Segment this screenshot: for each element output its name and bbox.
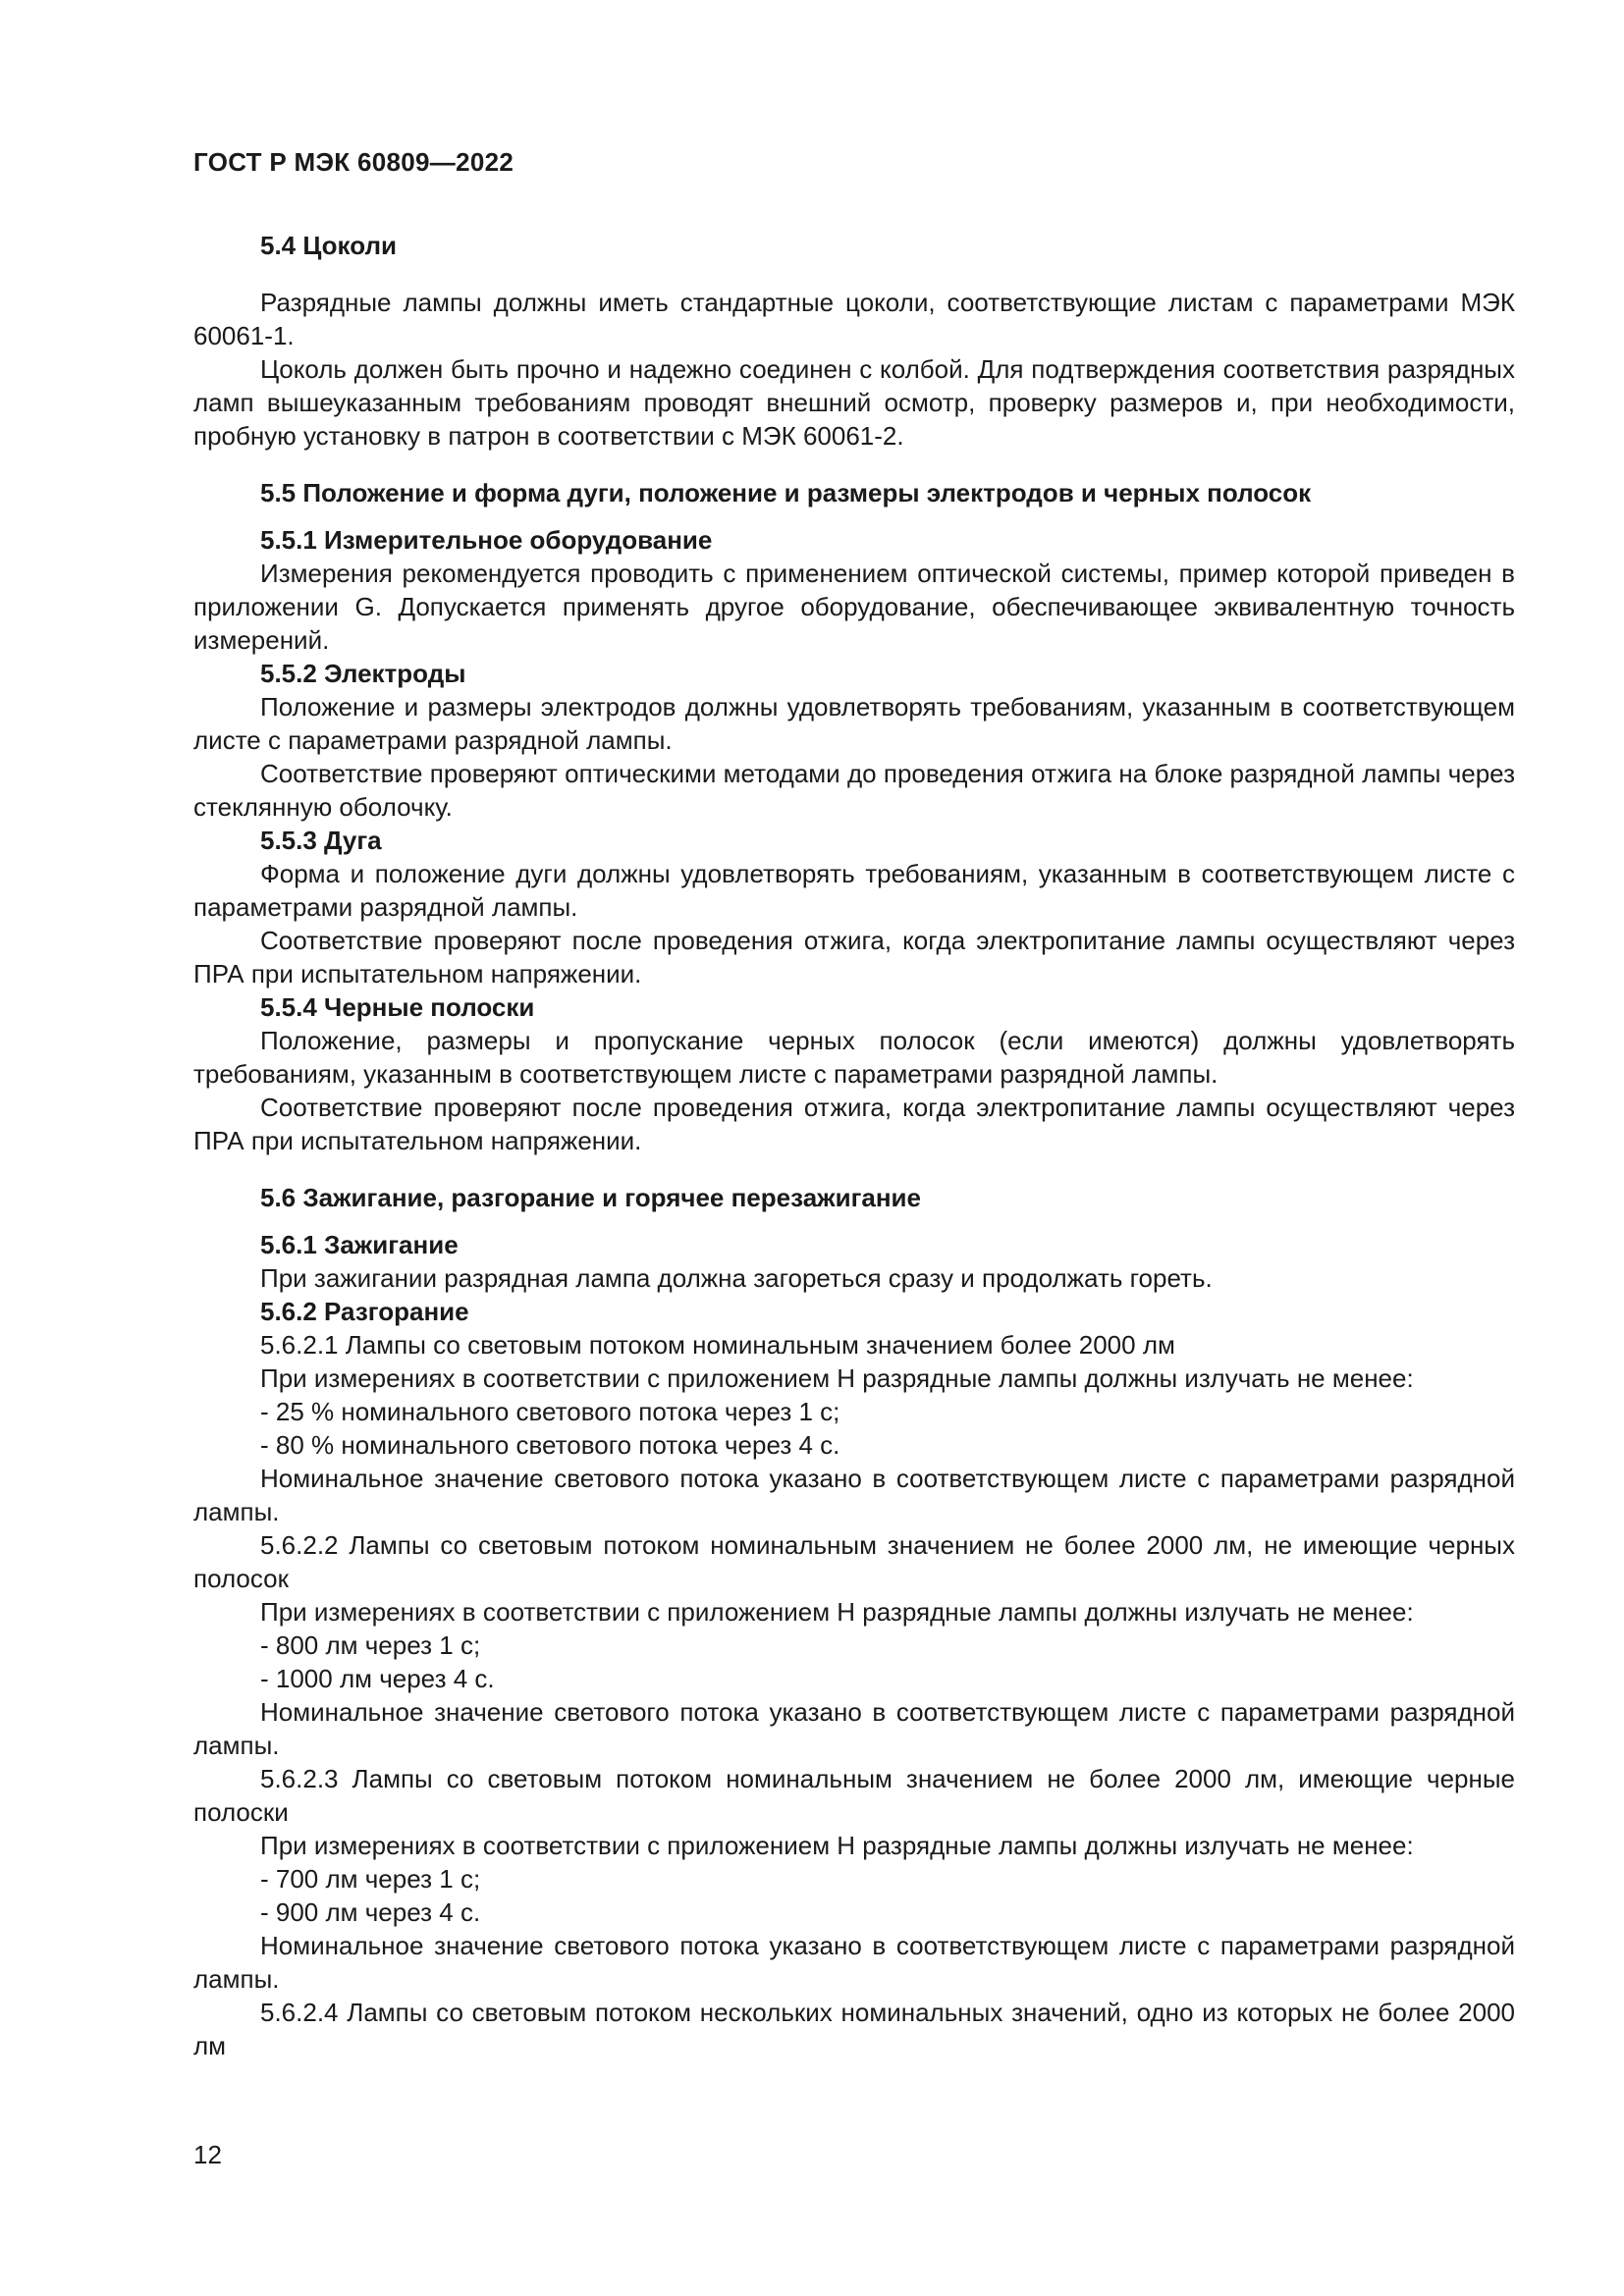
paragraph: Положение и размеры электродов должны удовлетворять требованиям, указанным в соответствующем листе с параметрами разрядной лампы. xyxy=(193,692,1515,755)
clause-title: 5.6.2.2 Лампы со световым потоком номинальным значением не более 2000 лм, не имеющие черных полосок xyxy=(193,1530,1515,1593)
paragraph: Положение, размеры и пропускание черных полосок (если имеются) должны удовлетворять требованиям, указанным в соответствующем листе с параметрами разрядной лампы. xyxy=(193,1026,1515,1089)
section-heading: 5.4 Цоколи xyxy=(260,231,397,260)
paragraph: Номинальное значение светового потока указано в соответствующем листе с параметрами разрядной лампы. xyxy=(193,1697,1515,1760)
document-body xyxy=(193,229,1515,2062)
paragraph: Измерения рекомендуется проводить с применением оптической системы, пример которой приведен в приложении G. Допускается применять другое оборудование, обеспечивающее эквивалентную точность измерений. xyxy=(193,559,1515,655)
paragraph: Номинальное значение светового потока указано в соответствующем листе с параметрами разрядной лампы. xyxy=(193,1931,1515,1994)
list-item: - 1000 лм через 4 с. xyxy=(260,1664,495,1693)
paragraph: При измерениях в соответствии с приложением Н разрядные лампы должны излучать не менее: xyxy=(260,1597,1414,1627)
paragraph: При измерениях в соответствии с приложением Н разрядные лампы должны излучать не менее: xyxy=(260,1831,1414,1860)
clause-title: 5.6.2.4 Лампы со световым потоком нескольких номинальных значений, одно из которых не более 2000 лм xyxy=(193,1998,1515,2060)
list-item: - 800 лм через 1 с; xyxy=(260,1630,481,1660)
subsection-heading: 5.5.4 Черные полоски xyxy=(260,992,535,1022)
list-item: - 25 % номинального светового потока через 1 с; xyxy=(260,1397,840,1426)
paragraph: При зажигании разрядная лампа должна загореться сразу и продолжать гореть. xyxy=(260,1263,1213,1293)
section-heading: 5.6 Зажигание, разгорание и горячее перезажигание xyxy=(260,1183,922,1212)
paragraph: При измерениях в соответствии с приложением Н разрядные лампы должны излучать не менее: xyxy=(260,1363,1414,1393)
paragraph: Разрядные лампы должны иметь стандартные цоколи, соответствующие листам с параметрами МЭК 60061-1. xyxy=(193,288,1515,350)
subsection-heading: 5.5.3 Дуга xyxy=(260,826,382,855)
paragraph: Номинальное значение светового потока указано в соответствующем листе с параметрами разрядной лампы. xyxy=(193,1464,1515,1526)
subsection-heading: 5.6.2 Разгорание xyxy=(260,1297,469,1326)
document-header: ГОСТ Р МЭК 60809—2022 xyxy=(193,147,514,177)
paragraph: Соответствие проверяют после проведения отжига, когда электропитание лампы осуществляют через ПРА при испытательном напряжении. xyxy=(193,926,1515,988)
clause-title: 5.6.2.3 Лампы со световым потоком номинальным значением не более 2000 лм, имеющие черные полоски xyxy=(193,1764,1515,1827)
list-item: - 80 % номинального светового потока через 4 с. xyxy=(260,1430,840,1460)
clause-title: 5.6.2.1 Лампы со световым потоком номинальным значением более 2000 лм xyxy=(260,1330,1175,1360)
paragraph: Форма и положение дуги должны удовлетворять требованиям, указанным в соответствующем листе с параметрами разрядной лампы. xyxy=(193,859,1515,922)
page-number: 12 xyxy=(193,2140,222,2169)
section-heading: 5.5 Положение и форма дуги, положение и размеры электродов и черных полосок xyxy=(260,478,1312,507)
subsection-heading: 5.5.2 Электроды xyxy=(260,659,466,688)
paragraph: Соответствие проверяют оптическими методами до проведения отжига на блоке разрядной лампы через стеклянную оболочку. xyxy=(193,759,1515,822)
subsection-heading: 5.5.1 Измерительное оборудование xyxy=(260,525,713,555)
paragraph: Цоколь должен быть прочно и надежно соединен с колбой. Для подтверждения соответствия разрядных ламп вышеуказанным требованиям проводят внешний осмотр, проверку размеров и, при необходимости, пробную установку в патрон в соответствии с МЭК 60061-2. xyxy=(193,354,1515,451)
subsection-heading: 5.6.1 Зажигание xyxy=(260,1230,459,1259)
list-item: - 900 лм через 4 с. xyxy=(260,1897,481,1927)
paragraph: Соответствие проверяют после проведения отжига, когда электропитание лампы осуществляют через ПРА при испытательном напряжении. xyxy=(193,1093,1515,1155)
list-item: - 700 лм через 1 с; xyxy=(260,1864,481,1894)
